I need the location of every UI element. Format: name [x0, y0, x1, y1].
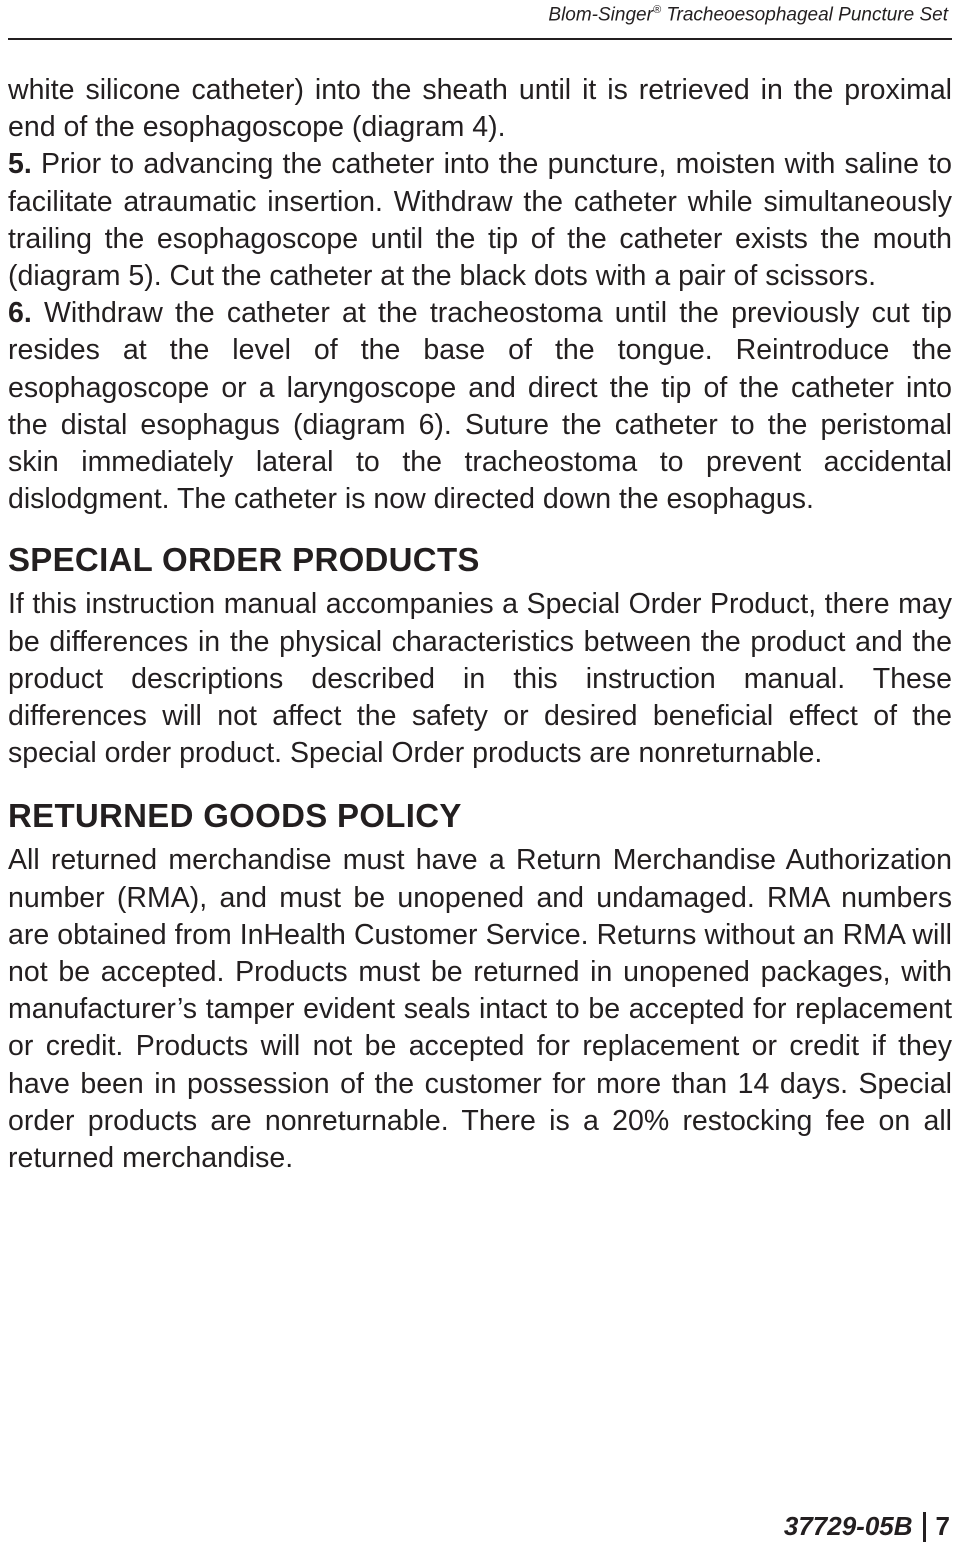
- returned-goods-body: All returned merchandise must have a Return Merchandise Authorization number (RMA), and must be unopened and undamaged. RMA numbers are obtained from InHealth Customer Service. Returns without an RMA will not be accepted. Products must be returned in unopened packages, with manufacturer’s tamper evident seals intact to be accepted for replacement or credit. Products will not be accepted for replacement or credit if they have been in possession of the customer for more than 14 days. Special order products are nonreturnable. There is a 20% restocking fee on all returned merchandise.: [8, 844, 952, 1175]
- step-6-text: Withdraw the catheter at the tracheostoma until the previously cut tip resides at the level of the base of the tongue. Reintroduce the esophagoscope or a laryngoscope and direct the tip of the catheter into the distal esophagus (diagram 6). Suture the catheter to the peristomal skin immediately lateral to the tracheostoma to prevent accidental dislodgment. The catheter is now directed down the esophagus.: [8, 297, 952, 516]
- step-6: [8, 295, 952, 518]
- running-header: [548, 4, 948, 26]
- step-5: [8, 146, 952, 295]
- page-number: 7: [935, 1511, 950, 1541]
- footer-divider: [923, 1512, 926, 1542]
- header-rule: [8, 38, 952, 40]
- header-brand: Blom-Singer: [548, 4, 653, 26]
- registered-mark: ®: [652, 4, 662, 16]
- step-continuation-text: white silicone catheter) into the sheath until it is retrieved in the proximal end of the esophagoscope (diagram 4).: [8, 74, 952, 144]
- step-6-number: 6.: [8, 297, 32, 330]
- step-5-number: 5.: [8, 148, 32, 181]
- page-footer: [784, 1511, 950, 1542]
- document-number: 37729-05B: [783, 1511, 913, 1541]
- special-order-body: If this instruction manual accompanies a Special Order Product, there may be differences in the physical characteristics between the product and the product descriptions described in this instruction manual. These differences will not affect the safety or desired beneficial effect of the special order product. Special Order products are nonreturnable.: [8, 588, 952, 770]
- header-title: Tracheoesophageal Puncture Set: [661, 4, 948, 26]
- step-continuation: [8, 72, 952, 146]
- step-5-text: Prior to advancing the catheter into the puncture, moisten with saline to facilitate atraumatic insertion. Withdraw the catheter while simultaneously trailing the esophagoscope until the tip of the catheter exists the mouth (diagram 5). Cut the catheter at the black dots with a pair of scissors.: [8, 148, 952, 293]
- returned-goods-heading: RETURNED GOODS POLICY: [8, 797, 462, 835]
- page-content: [8, 72, 952, 1177]
- special-order-heading: SPECIAL ORDER PRODUCTS: [8, 541, 480, 579]
